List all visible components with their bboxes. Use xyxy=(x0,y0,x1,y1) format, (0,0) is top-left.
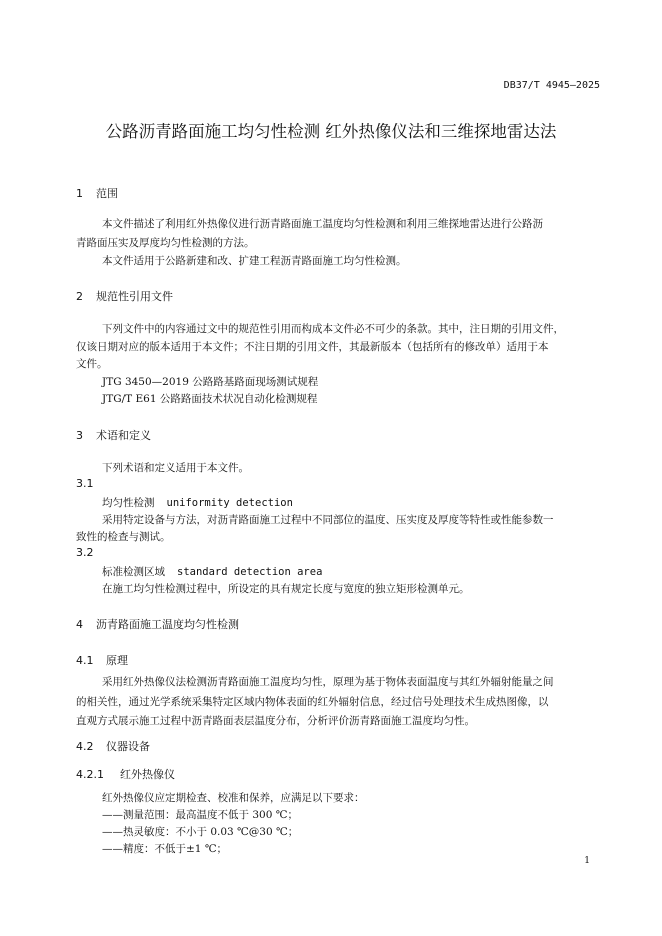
subsection-title: 红外热像仪 xyxy=(120,768,175,781)
term-chinese: 均匀性检测 xyxy=(102,497,155,509)
list-item: ——精度：不低于±1 ℃； xyxy=(102,843,228,855)
term-heading xyxy=(102,564,322,579)
page-number: 1 xyxy=(584,856,590,866)
list-item: ——热灵敏度：不小于 0.03 ℃@30 ℃； xyxy=(102,826,299,838)
term-english: uniformity detection xyxy=(166,497,293,509)
section-number: 2 xyxy=(76,290,83,303)
reference-item: JTG/T E61 公路路面技术状况自动化检测规程 xyxy=(102,393,318,405)
paragraph-line: 文件。 xyxy=(76,358,108,370)
paragraph-line: 本文件描述了利用红外热像仪进行沥青路面施工温度均匀性检测和利用三维探地雷达进行公路沥 xyxy=(102,218,543,230)
term-number: 3.1 xyxy=(76,477,94,490)
paragraph-line: 直观方式展示施工过程中沥青路面表层温度分布，分析评价沥青路面施工温度均匀性。 xyxy=(76,715,475,727)
subsection-4-2-heading xyxy=(76,738,150,754)
reference-item: JTG 3450—2019 公路路基路面现场测试规程 xyxy=(102,376,319,388)
paragraph-line: 下列文件中的内容通过文中的规范性引用而构成本文件必不可少的条款。其中，注日期的引用文件， xyxy=(102,323,564,335)
paragraph-line: 下列术语和定义适用于本文件。 xyxy=(102,462,249,474)
paragraph-line: 青路面压实及厚度均匀性检测的方法。 xyxy=(76,237,255,249)
document-title: 公路沥青路面施工均匀性检测 红外热像仪法和三维探地雷达法 xyxy=(105,122,557,141)
section-title: 术语和定义 xyxy=(96,429,151,442)
term-english: standard detection area xyxy=(177,566,323,578)
standard-number: DB37/T 4945—2025 xyxy=(503,80,600,91)
term-definition-line: 采用特定设备与方法，对沥青路面施工过程中不同部位的温度、压实度及厚度等特性或性能参数一 xyxy=(102,514,554,526)
term-chinese: 标准检测区域 xyxy=(102,566,165,578)
section-number: 4 xyxy=(76,618,83,631)
paragraph-line: 仅该日期对应的版本适用于本文件；不注日期的引用文件，其最新版本（包括所有的修改单）适用于本 xyxy=(76,341,549,353)
section-number: 1 xyxy=(76,187,83,200)
list-item: ——测量范围：最高温度不低于 300 ℃； xyxy=(102,809,298,821)
subsection-title: 原理 xyxy=(106,654,128,667)
term-heading xyxy=(102,495,293,510)
paragraph-line: 采用红外热像仪法检测沥青路面施工温度均匀性，原理为基于物体表面温度与其红外辐射能量之间 xyxy=(102,676,554,688)
section-number: 3 xyxy=(76,429,83,442)
term-number: 3.2 xyxy=(76,546,94,559)
section-4-heading xyxy=(76,616,239,632)
section-title: 范围 xyxy=(96,187,118,200)
section-2-heading xyxy=(76,288,173,304)
term-definition-line: 在施工均匀性检测过程中，所设定的具有规定长度与宽度的独立矩形检测单元。 xyxy=(102,583,470,595)
paragraph-line: 红外热像仪应定期检查、校准和保养，应满足以下要求： xyxy=(102,792,365,804)
section-title: 沥青路面施工温度均匀性检测 xyxy=(96,618,239,631)
subsection-number: 4.2.1 xyxy=(76,768,104,781)
term-definition-line: 致性的检查与测试。 xyxy=(76,531,171,543)
section-title: 规范性引用文件 xyxy=(96,290,173,303)
paragraph-line: 本文件适用于公路新建和改、扩建工程沥青路面施工均匀性检测。 xyxy=(102,255,407,267)
paragraph-line: 的相关性，通过光学系统采集特定区域内物体表面的红外辐射信息，经过信号处理技术生成热图像，以 xyxy=(76,696,549,708)
subsection-4-1-heading xyxy=(76,652,128,668)
subsection-number: 4.2 xyxy=(76,740,94,753)
section-3-heading xyxy=(76,427,151,443)
subsection-title: 仪器设备 xyxy=(106,740,150,753)
section-1-heading xyxy=(76,185,118,201)
subsection-number: 4.1 xyxy=(76,654,94,667)
subsection-4-2-1-heading xyxy=(76,766,175,782)
